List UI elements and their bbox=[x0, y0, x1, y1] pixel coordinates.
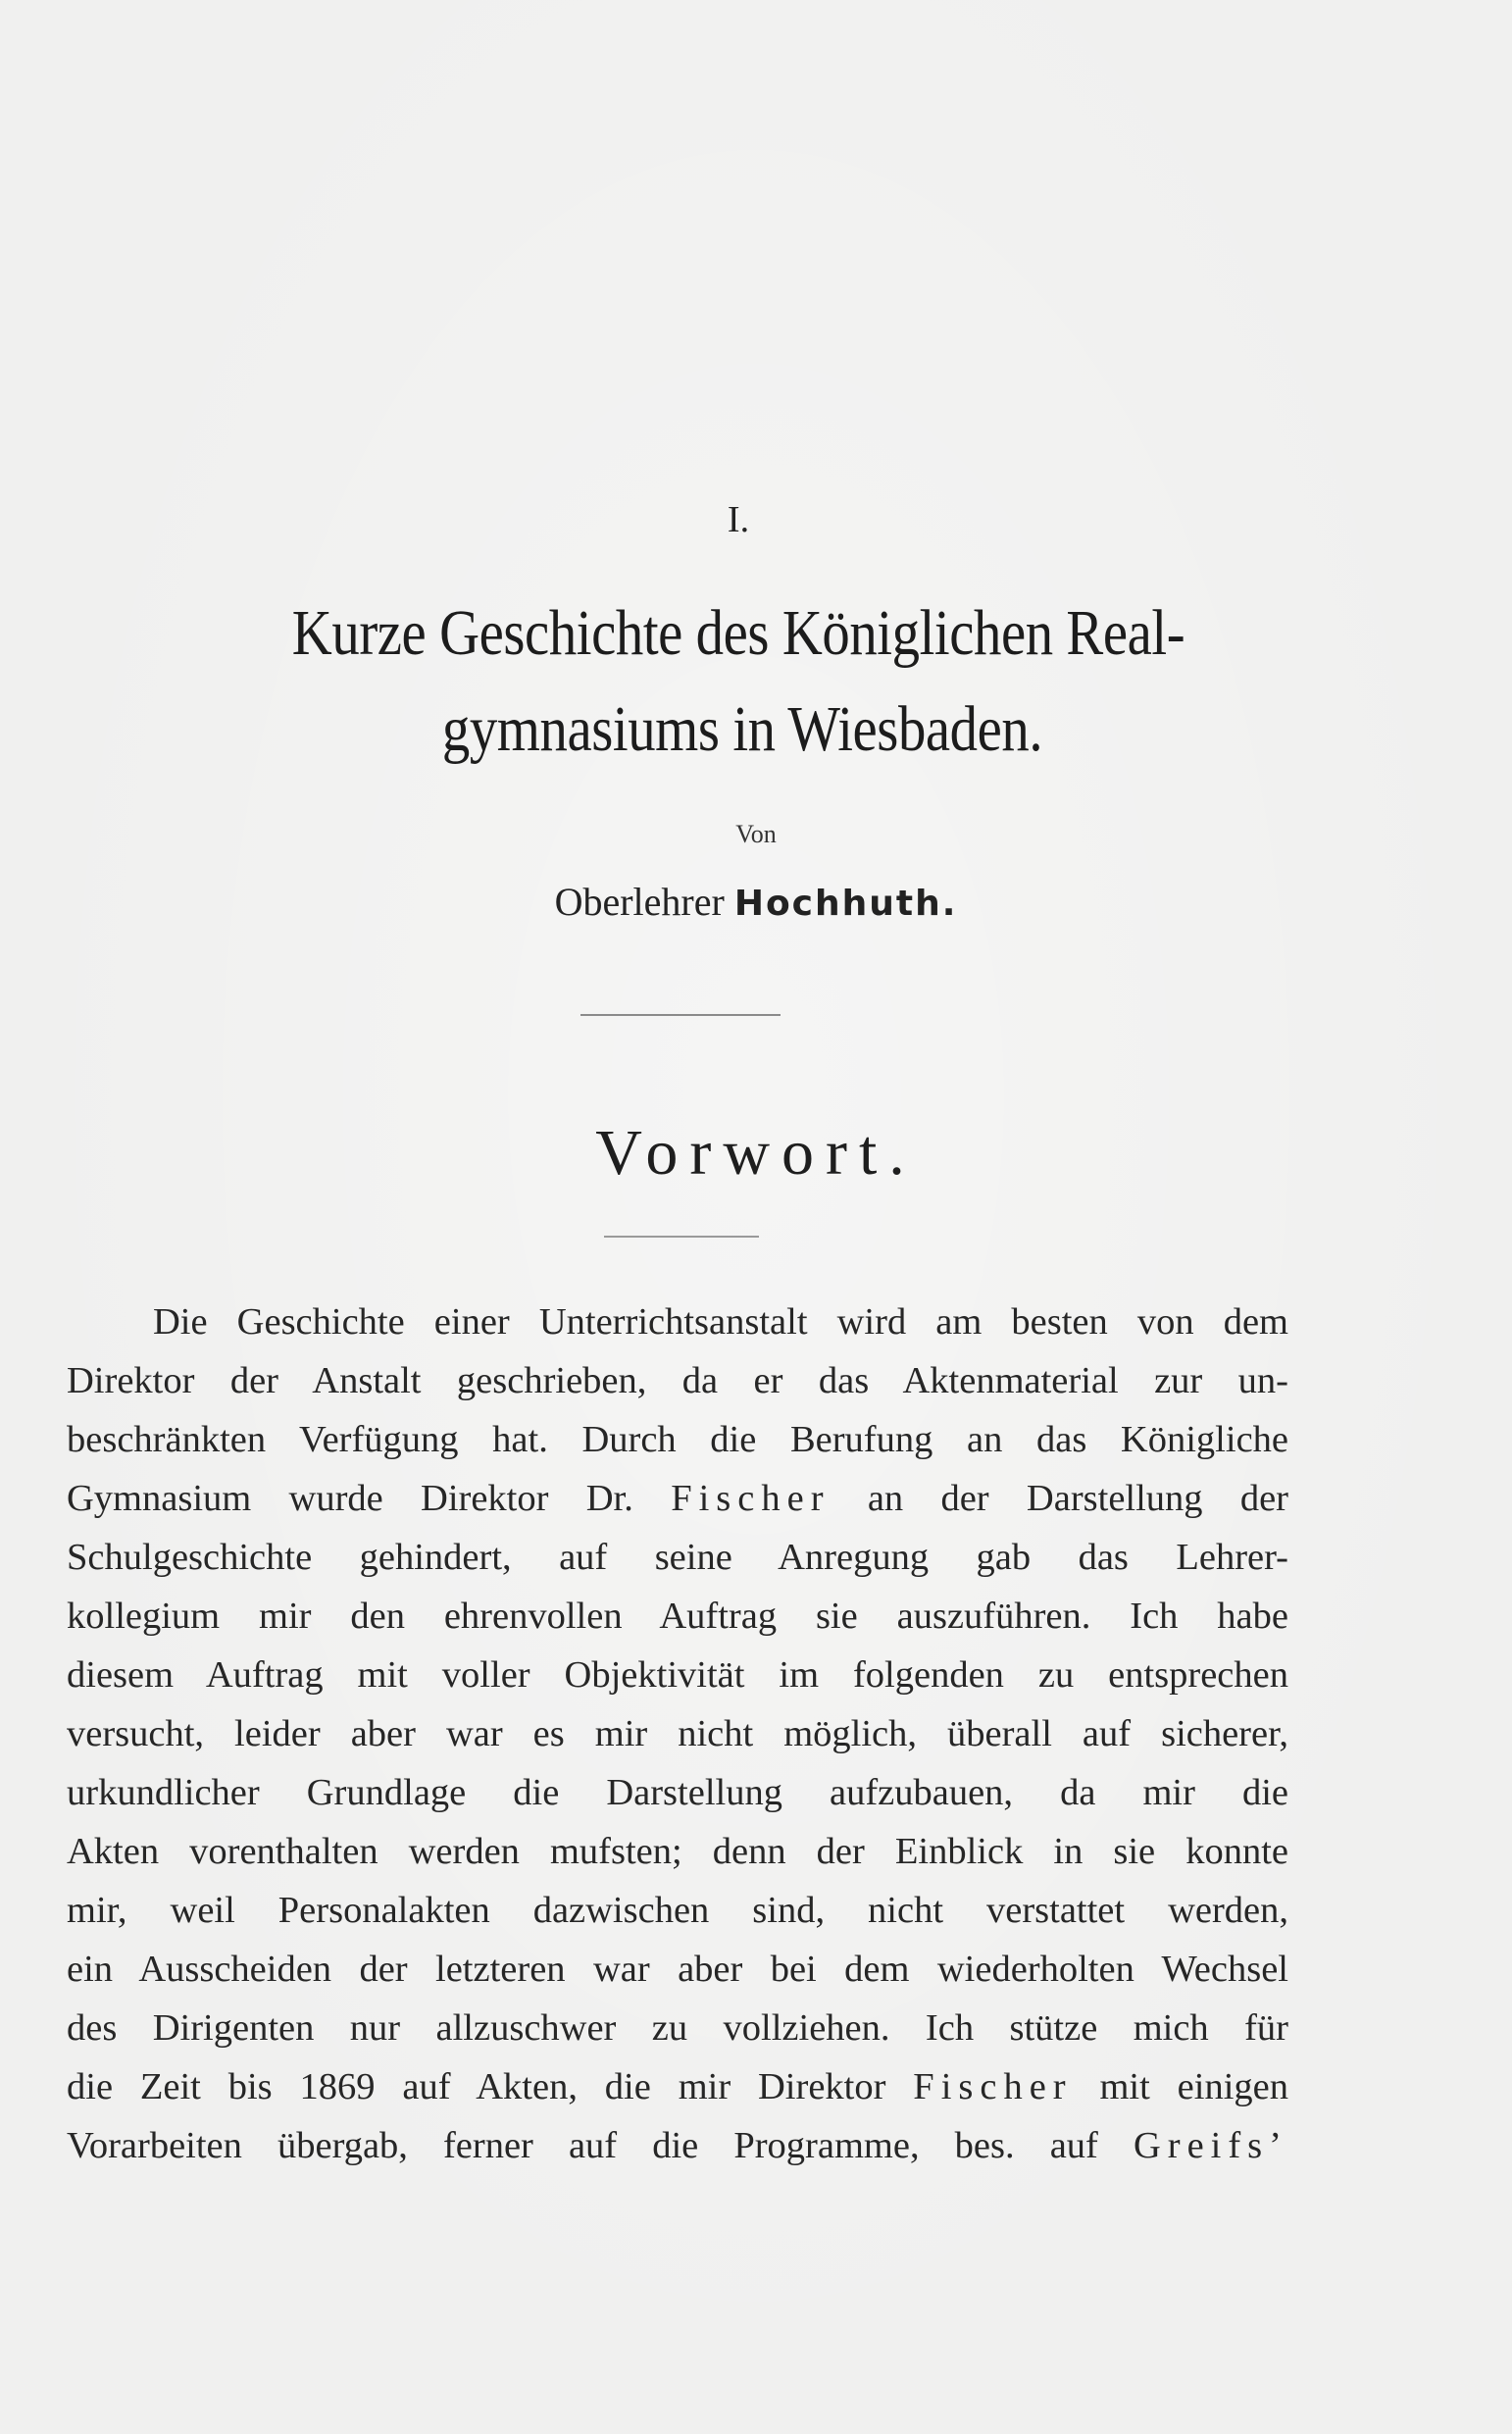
body-line: ein Ausscheiden der letzteren war aber bei dem wiederholten Wechsel bbox=[67, 1949, 1288, 1990]
line-text: mit einigen bbox=[1072, 2066, 1288, 2107]
body-line: des Dirigenten nur allzuschwer zu vollziehen. Ich stütze mich für bbox=[67, 2007, 1288, 2049]
chapter-numeral: I. bbox=[727, 499, 750, 540]
line-text: Vorarbeiten übergab, ferner auf die Programme, bes. auf bbox=[67, 2125, 1134, 2166]
body-line: kollegium mir den ehrenvollen Auftrag sie auszuführen. Ich habe bbox=[67, 1596, 1288, 1637]
body-text bbox=[67, 1293, 1288, 2175]
byline-von: Von bbox=[735, 820, 777, 848]
body-line: Schulgeschichte gehindert, auf seine Anregung gab das Lehrer- bbox=[67, 1537, 1288, 1578]
spaced-name: Fischer bbox=[913, 2066, 1073, 2107]
body-line: versucht, leider aber war es mir nicht möglich, überall auf sicherer, bbox=[67, 1713, 1288, 1754]
body-line: Direktor der Anstalt geschrieben, da er das Aktenmaterial zur un- bbox=[67, 1360, 1288, 1401]
title-line-2: gymnasiums in Wiesbaden. bbox=[441, 693, 1043, 765]
body-line bbox=[67, 2116, 1288, 2175]
line-text: die Zeit bis 1869 auf Akten, die mir Direktor bbox=[67, 2066, 914, 2107]
title-line-1: Kurze Geschichte des Königlichen Real- bbox=[291, 597, 1185, 669]
body-line: beschränkten Verfügung hat. Durch die Berufung an das Königliche bbox=[67, 1419, 1288, 1460]
spaced-name: Greifs’ bbox=[1133, 2125, 1288, 2166]
line-text: Gymnasium wurde Direktor Dr. bbox=[67, 1478, 672, 1519]
body-line bbox=[67, 1469, 1288, 1528]
author-rank: Oberlehrer bbox=[554, 880, 725, 924]
section-title: Vorwort. bbox=[595, 1117, 917, 1189]
line-text: an der Darstellung der bbox=[830, 1478, 1289, 1519]
divider-bottom bbox=[604, 1236, 759, 1238]
body-line: diesem Auftrag mit voller Objektivität im folgenden zu entsprechen bbox=[67, 1654, 1288, 1696]
divider-top bbox=[580, 1014, 781, 1016]
author-name: Hochhuth. bbox=[733, 884, 958, 924]
spaced-name: Fischer bbox=[671, 1478, 831, 1519]
body-line bbox=[67, 2057, 1288, 2116]
body-line: mir, weil Personalakten dazwischen sind, nicht verstattet werden, bbox=[67, 1890, 1288, 1931]
body-line: Die Geschichte einer Unterrichtsanstalt wird am besten von dem bbox=[153, 1301, 1288, 1343]
body-line: Akten vorenthalten werden mufsten; denn der Einblick in sie konnte bbox=[67, 1831, 1288, 1872]
author-line bbox=[0, 879, 1512, 925]
body-line: urkundlicher Grundlage die Darstellung aufzubauen, da mir die bbox=[67, 1772, 1288, 1813]
